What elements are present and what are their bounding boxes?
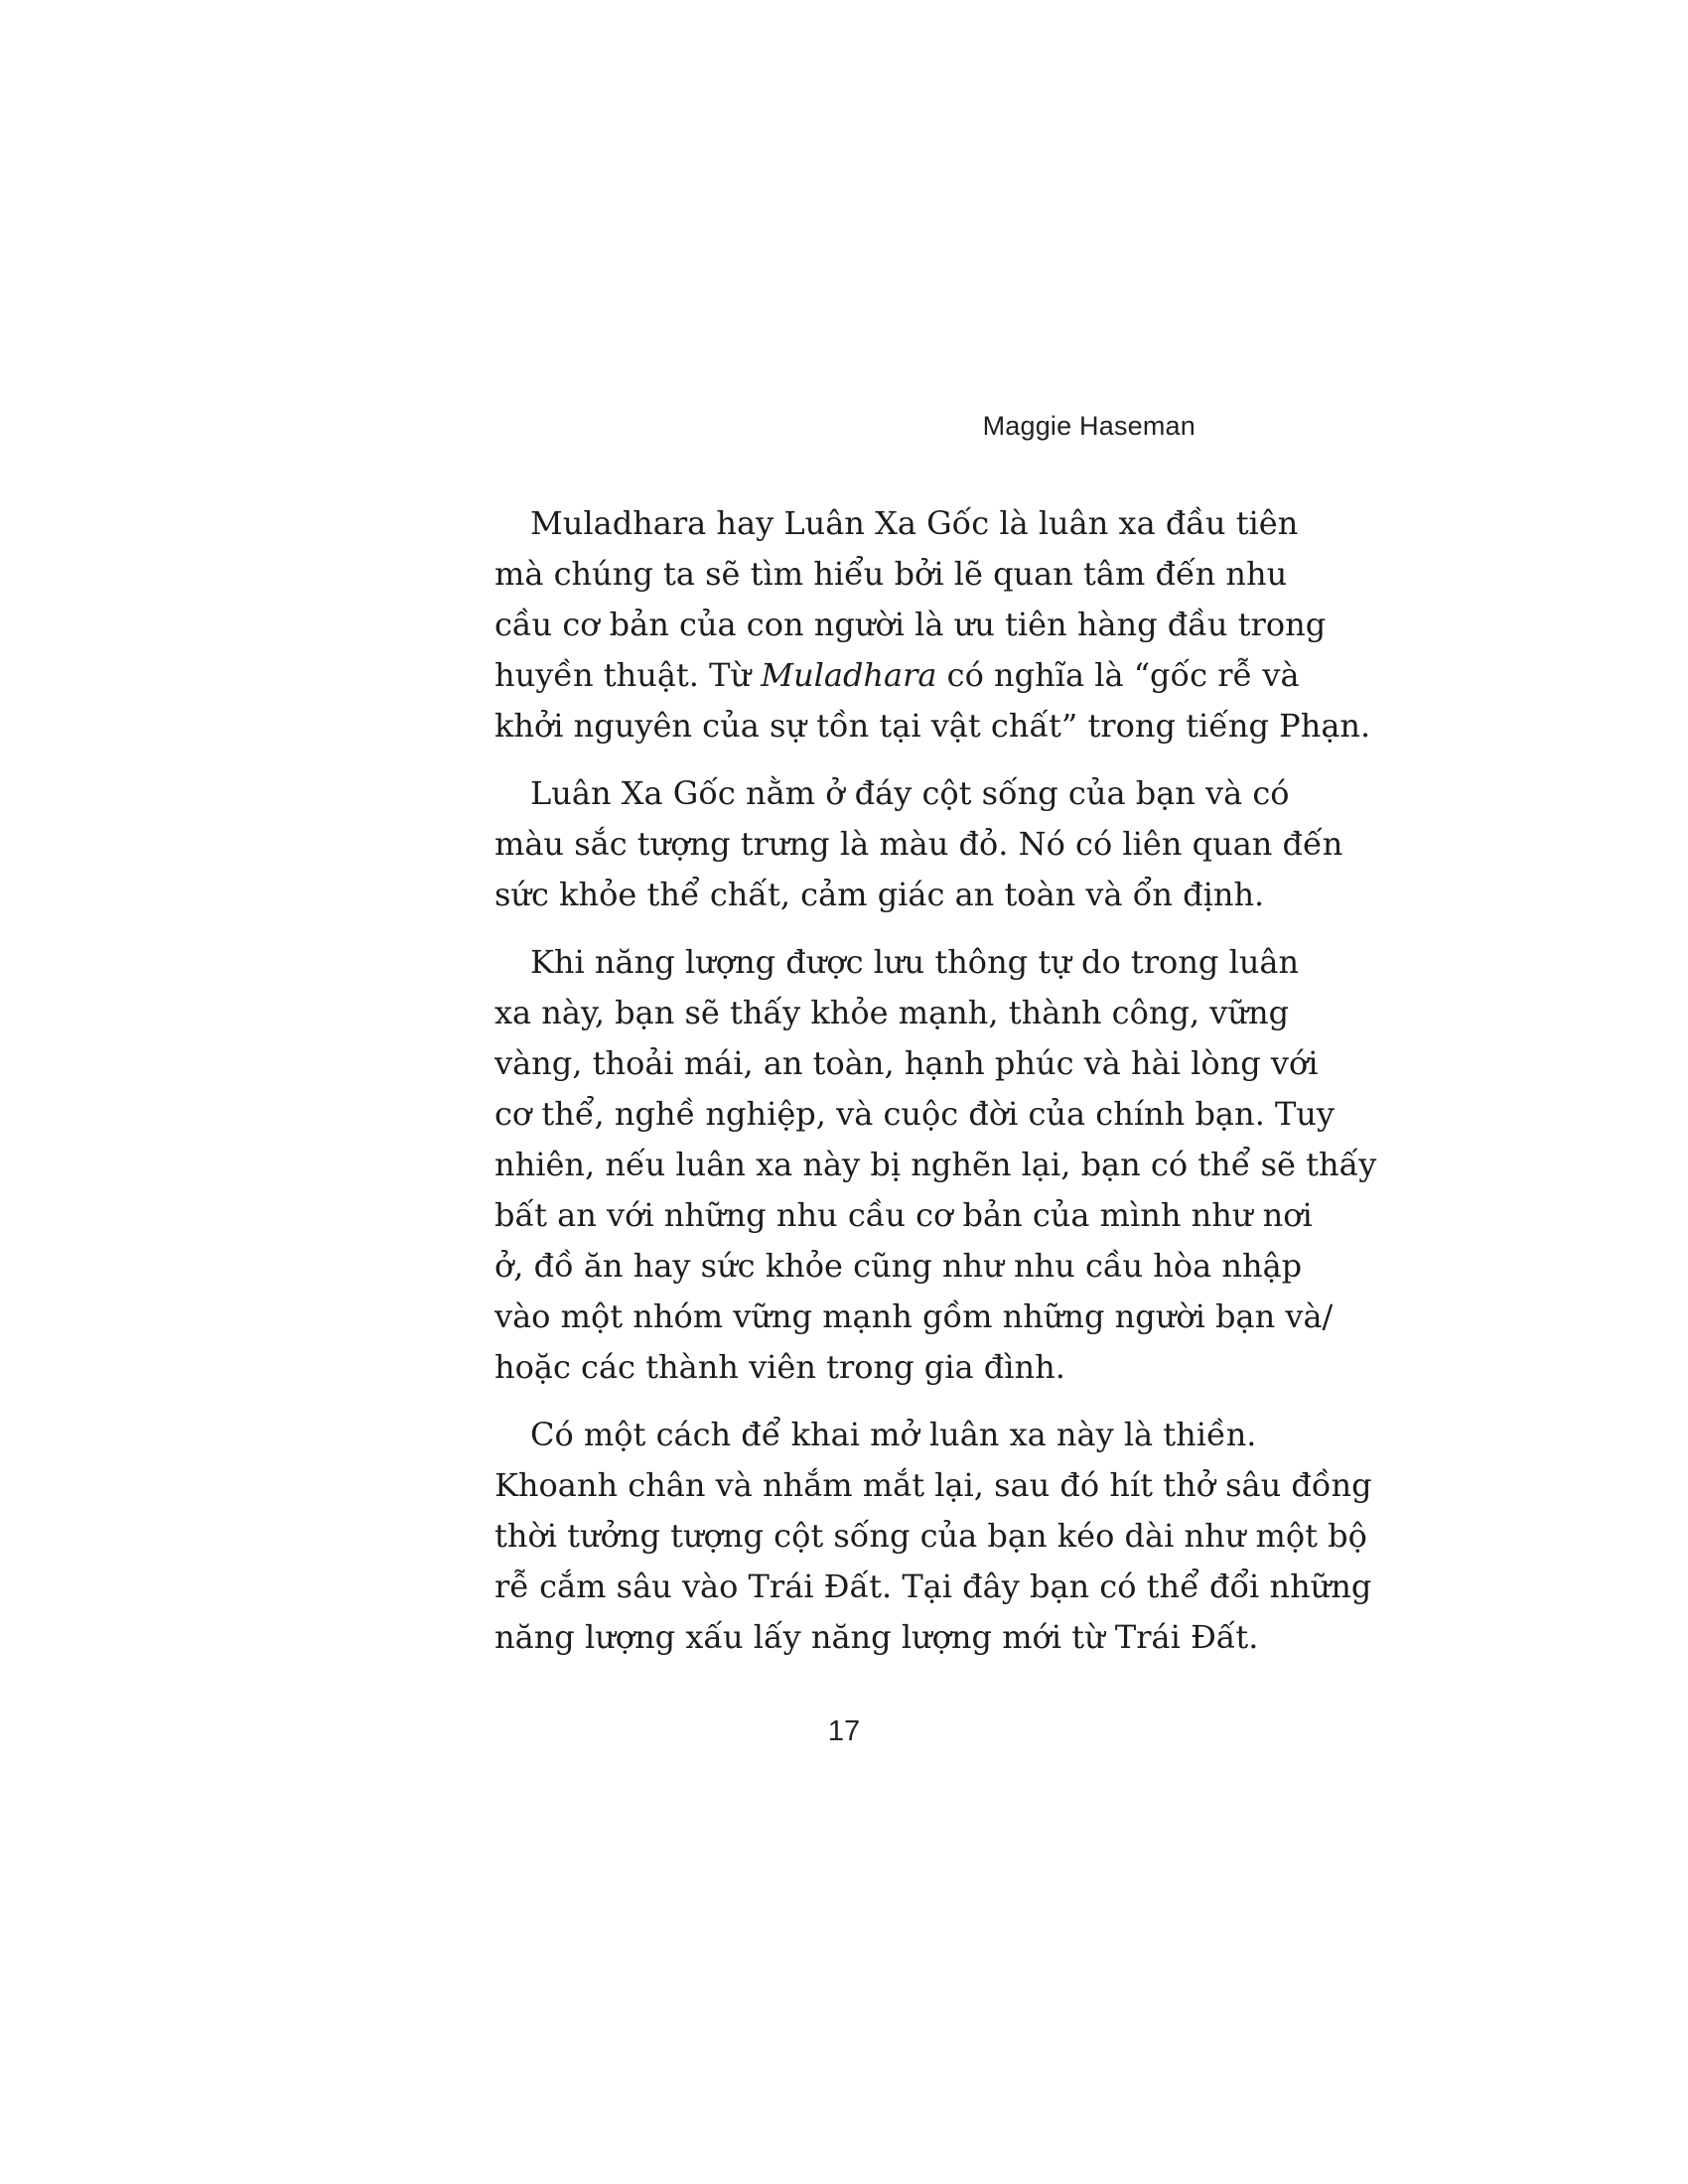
page-number: 17 xyxy=(827,1715,861,1747)
text-line: mà chúng ta sẽ tìm hiểu bởi lẽ quan tâm đến nhu xyxy=(494,555,1288,593)
body-text xyxy=(494,498,1377,1680)
text-line: vàng, thoải mái, an toàn, hạnh phúc và hài lòng với xyxy=(494,1044,1319,1082)
text-line: vào một nhóm vững mạnh gồm những người bạn và/ xyxy=(494,1297,1334,1335)
text-run: có nghĩa là “gốc rễ và xyxy=(936,656,1300,694)
text-line: Khi năng lượng được lưu thông tự do trong luân xyxy=(530,943,1300,981)
text-line: nhiên, nếu luân xa này bị nghẽn lại, bạn có thể sẽ thấy xyxy=(494,1146,1377,1183)
text-line: màu sắc tượng trưng là màu đỏ. Nó có liên quan đến xyxy=(494,825,1343,863)
text-line: Có một cách để khai mở luân xa này là thiền. xyxy=(530,1416,1257,1453)
italic-term: Muladhara xyxy=(761,656,937,694)
text-line: Luân Xa Gốc nằm ở đáy cột sống của bạn và có xyxy=(530,774,1290,812)
paragraph-3 xyxy=(494,937,1377,1393)
text-line: cơ thể, nghề nghiệp, và cuộc đời của chính bạn. Tuy xyxy=(494,1095,1335,1133)
text-line: sức khỏe thể chất, cảm giác an toàn và ổn định. xyxy=(494,876,1265,913)
paragraph-2 xyxy=(494,768,1343,920)
paragraph-1 xyxy=(494,498,1371,751)
text-line: xa này, bạn sẽ thấy khỏe mạnh, thành công, vững xyxy=(494,994,1290,1031)
text-line: ở, đồ ăn hay sức khỏe cũng như nhu cầu hòa nhập xyxy=(494,1247,1303,1285)
running-header-author: Maggie Haseman xyxy=(982,411,1196,441)
text-line: Khoanh chân và nhắm mắt lại, sau đó hít thở sâu đồng xyxy=(494,1466,1372,1504)
text-line: rễ cắm sâu vào Trái Đất. Tại đây bạn có thể đổi những xyxy=(494,1568,1372,1605)
text-line: cầu cơ bản của con người là ưu tiên hàng đầu trong xyxy=(494,606,1327,643)
text-line: hoặc các thành viên trong gia đình. xyxy=(494,1348,1065,1386)
paragraph-4 xyxy=(494,1410,1372,1663)
text-line: bất an với những nhu cầu cơ bản của mình như nơi xyxy=(494,1196,1313,1234)
text-line: khởi nguyên của sự tồn tại vật chất” trong tiếng Phạn. xyxy=(494,707,1371,745)
text-line: thời tưởng tượng cột sống của bạn kéo dài như một bộ xyxy=(494,1517,1367,1555)
text-line: năng lượng xấu lấy năng lượng mới từ Trái Đất. xyxy=(494,1618,1259,1656)
text-line: Muladhara hay Luân Xa Gốc là luân xa đầu tiên xyxy=(530,504,1299,542)
text-line xyxy=(494,650,1300,701)
text-run: huyền thuật. Từ xyxy=(494,656,762,694)
